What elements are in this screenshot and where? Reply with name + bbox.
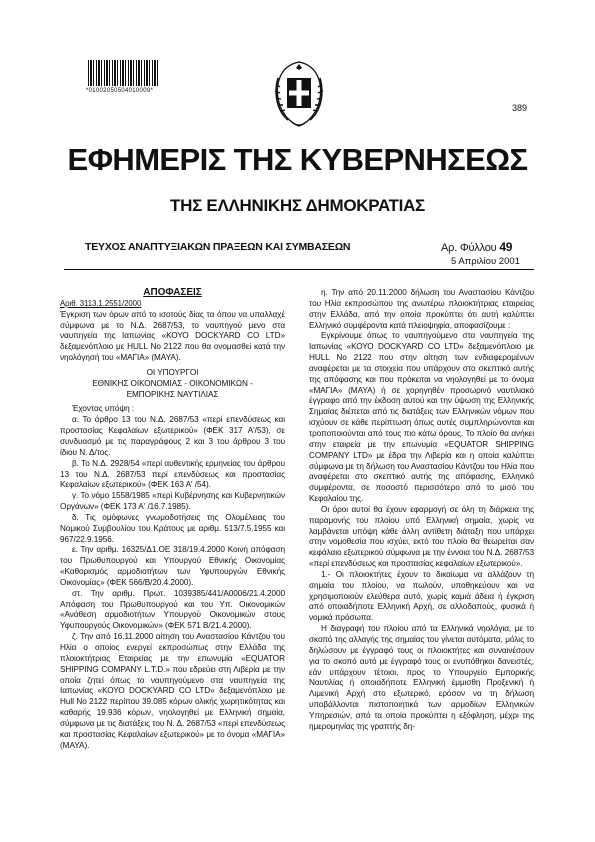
having-regard: Έχοντας υπόψη : <box>72 404 135 414</box>
paragraph-e: ε. Την αριθμ. 16325/Δ1.ΟΕ 318/19.4.2000 Κοινή απόφαση του Πρωθυπουργού και Υπουργού Εθνικής Οικονομίας «Καθορισμός αρμοδιοτήτων των Υφυπουργών Εθνικής Οικονομίας» (ΦΕΚ 566/Β/20.4.2000). <box>60 545 285 587</box>
right-column <box>309 288 534 733</box>
left-column <box>60 288 285 751</box>
issue-type: ΤΕΥΧΟΣ ΑΝΑΠΤΥΞΙΑΚΩΝ ΠΡΑΞΕΩΝ ΚΑΙ ΣΥΜΒΑΣΕΩΝ <box>85 241 351 253</box>
page-number: 389 <box>512 103 528 113</box>
paragraph-a: α. Το άρθρο 13 του Ν.Δ. 2687/53 «περί επενδύσεως και προστασίας Κεφαλαίων εξωτερικού» (ΦΕΚ 317 Α'/53), σε συνδυασμό με τις παραγράφους 2 και 3 του άρθρου 3 του ίδιου Ν. Δ/τος. <box>60 415 285 457</box>
ministers-heading-1: ΟΙ ΥΠΟΥΡΓΟΙ <box>146 367 199 377</box>
paragraph-g: ζ. Την από 16.11.2000 αίτηση του Αναστασίου Κάντζου του Ηλία ο οποίος ενεργεί εκπροσώπως στην Ελλάδα της πλοιοκτήτριας Εταιρείας με την επωνυμία «EQUATOR SHIPPING COMPANY L.T.D.» που εδρεύει στη Λιβερία με την οποία ζητεί όπως το ναυπηγούμενο στα ναυπηγεία της Ιαπωνίας «ΚΟΥΟ DOCKYARD CO LTD» δεξαμενόπλοιο με Hull No 2122 περίπου 39.085 κόρων ολικής χωρητικότητας και καθαρής 19.936 κόρων, νηολογηθεί με Ελληνική σημαία, σύμφωνα με τις διατάξεις του Ν. Δ. 2687/53 «περί επενδύσεως και προστασίας Κεφαλαίων εξωτερικού» με το όνομα «ΜΑΓΙΑ» (MAYA). <box>60 632 285 750</box>
paragraph-b: β. Το Ν.Δ. 2928/54 «περί αυθεντικής ερμηνείας του άρθρου 13 του Ν.Δ. 2687/53 περί επενδύσεως και προστασίας Κεφαλαίων εξωτερικού» (ΦΕΚ 163 Α' /54). <box>60 458 285 490</box>
gazette-subtitle: ΤΗΣ ΕΛΛΗΝΙΚΗΣ ΔΗΜΟΚΡΑΤΙΑΣ <box>170 196 425 215</box>
paragraph-approval: Εγκρίνουμε όπως το ναυπηγούμενο στα ναυπηγεία της Ιαπωνίας «ΚΟΥΟ DOCKYARD CO LTD» δεξαμενόπλοιο με HULL No 2122 που στην αίτηση των ενδιαφερομένων αναφέρεται με τα στοιχεία που υπάρχουν στο σκεπτικό αυτής της απόφασης και που πρόκειται να νηολογηθεί με το όνομα «ΜΑΓΙΑ» (MAYA) ή σε χορηγηθέν προσωρινό ναυτιλιακό έγγραφο από την έκδοση αυτού και την ύψωση της Ελληνικής Σημαίας διέπεται από τις διατάξεις των Ελληνικών νόμων που ισχύουν σε κάθε περίπτωση όπως αυτές συμπληρώνονται και τροποποιούνται από τους πιο κάτω όρους. Το πλοίο θα ανήκει στην εταιρεία με την επωνυμία «EQUATOR SHIPPING COMPANY LTD» με έδρα την Λιβερία και η οποία καλύπτει σύμφωνα με τη δήλωση του Αναστασίου Κάντζου του Ηλία που αναφέρεται στο σκεπτικό αυτής της απόφασης, Ελληνικό συμφέροντα, σε ποσοστό περισσότερο από το μισό του Κεφαλαίου της. <box>309 331 535 504</box>
gazette-title: ΕΦΗΜΕΡΙΣ ΤΗΣ ΚΥΒΕΡΝΗΣΕΩΣ <box>67 142 528 177</box>
sheet-number <box>441 240 512 254</box>
barcode-number: *01002050504010009* <box>86 88 154 94</box>
paragraph-d: δ. Τις ομόφωνες γνωμοδοτήσεις της Ολομέλειας του Νομικού Συμβουλίου του Κράτους με αριθμ. 513/7.5.1955 και 967/22.9.1956. <box>60 512 285 544</box>
paragraph-f: στ. Την αριθμ. Πρωτ. 1039385/441/Α0006/21.4.2000 Απόφαση του Πρωθυπουργού και του Υπ. Οικονομικών «Ανάθεση αρμοδιοτήτων Υπουργού Οικονομικών στους Υφυπουργούς Οικονομικών» (ΦΕΚ 571 Β/21.4.2000). <box>60 588 285 631</box>
ministers-heading-3: ΕΜΠΟΡΙΚΗΣ ΝΑΥΤΙΛΙΑΣ <box>126 389 219 399</box>
paragraph-c: γ. Το νόμο 1558/1985 «περί Κυβέρνησης και Κυβερνητικών Οργάνων» (ΦΕΚ 173 Α' /16.7.1985). <box>60 491 285 512</box>
section-heading: ΑΠΟΦΑΣΕΙΣ <box>143 287 202 298</box>
paragraph-2: Η διαγραφή του πλοίου από τα Ελληνικά νηολόγια, με το σκοπό της αλλαγής της σημαίας του γίνεται αυτόματα, μόλις το δηλώσουν με έγγραφό τους οι πλοιοκτήτες και συναινέσουν για το σκοπό αυτό με έγγραφό τους οι ενυπόθηκοι δανειστές, εάν υπάρχουν τέτοιοι, προς το Υπουργείο Εμπορικής Ναυτιλίας ή οποιαδήποτε Ελληνική έμμισθη Προξενική ή Λιμενική Αρχή στο εξωτερικό, ερόσον να τη δήλωση υποβάλλονται πιστοποιητικά των αρμοδίων Ελληνικών Υπηρεσιών, από τα οποία προκύπτει η εξόφληση, μέχρι της ημερομηνίας της γραπτής δη- <box>309 624 534 731</box>
paragraph-h: η. Την από 20.11.2000 δήλωση του Αναστασίου Κάντζου του Ηλία εκπροσώπου της ανωτέρω πλοιοκτήτριας εταιρείας στην Ελλάδα, από την οποία προκύπτει ότι αυτή καλύπτει Ελληνικό συμφέροντα κατά πλειοψηφία, αποφασίζουμε : <box>309 288 534 330</box>
issue-date: 5 Απριλίου 2001 <box>451 256 520 267</box>
decision-ref: Αριθ. 3113.1.2551/2000 <box>60 298 142 308</box>
header-rule <box>64 269 534 270</box>
coat-of-arms-emblem <box>270 58 328 130</box>
paragraph-terms: Οι όροι αυτοί θα έχουν εφαρμογή σε όλη τη διάρκεια της παραμονής του πλοίου υπό Ελληνική σημαία, χωρίς να λαμβάνεται υπόψη κάθε άλλη αντίθετη διάταξη που υπάρχει στην νομοθεσία που ισχύει, εκτό του πλοίο θα θεωρείται σαν κεφάλαιο εξωτερικού σύμφωνα με την έννοια του Ν.Δ. 2687/53 «περί επενδύσεως και προστασίας κεφαλαίων εξωτερικού». <box>309 504 534 569</box>
sheet-label: Αρ. Φύλλου <box>441 242 497 254</box>
ministers-heading-2: ΕΘΝΙΚΗΣ ΟΙΚΟΝΟΜΙΑΣ - ΟΙΚΟΝΟΜΙΚΩΝ - <box>92 378 253 388</box>
decision-summary: Έγκριση των όρων από το ισοτούς δίας τα όπου να υπαλλαχέ σύμφωνα με το Ν.Δ. 2687/53, το ναυπηγού μενο στα ναυπηγεία της Ιαπωνίας «ΚΟΥΟ DOCKYARD CO LTD» δεξαμενόπλοιο με HULL No 2122 που θα ονομασθεί κατά την νηολόγησή του «ΜΑΓΙΑ» (MAYA). <box>60 309 285 363</box>
sheet-value: 49 <box>499 240 513 254</box>
barcode <box>88 60 158 86</box>
paragraph-1: 1.- Οι πλοιοκτήτες έχουν το δικαίωμα να αλλάζουν τη σημαία του πλοίου, να πωλούν, υποθηκεύουν και να χρησιμοποιούν ελεύθερα αυτό, χωρίς καμιά άδεια ή έγκριση από οποιαδήποτε Ελληνική Αρχή, σε αλλοδαπούς, φυσικά ή νομικά πρόσωπα. <box>309 569 534 623</box>
